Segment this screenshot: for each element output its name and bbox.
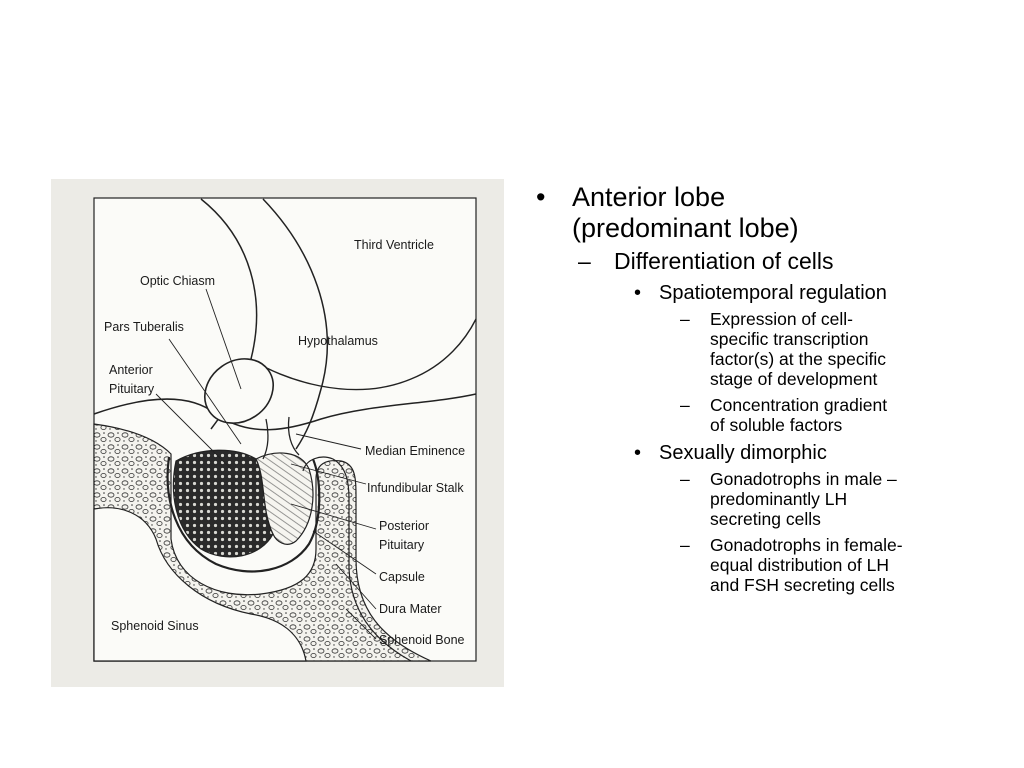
bullet-mark: • xyxy=(536,182,546,212)
bullet-text-line: Gonadotrophs in male – xyxy=(710,469,897,489)
dash-mark: – xyxy=(680,535,690,555)
bullet-text-line: Spatiotemporal regulation xyxy=(659,282,887,304)
label-infundibular-stalk: Infundibular Stalk xyxy=(367,481,464,495)
label-capsule: Capsule xyxy=(379,570,425,584)
label-optic-chiasm: Optic Chiasm xyxy=(140,274,216,288)
dash-mark: – xyxy=(680,469,690,489)
bullet-text-line: stage of development xyxy=(710,369,878,389)
bullet-text-line: Concentration gradient xyxy=(710,395,888,415)
bullet-text-line: of soluble factors xyxy=(710,415,843,435)
bullet-text-line: equal distribution of LH xyxy=(710,555,889,575)
pituitary-diagram xyxy=(51,179,504,687)
bullet-text-line: Sexually dimorphic xyxy=(659,442,827,464)
bullet-text-line: Differentiation of cells xyxy=(614,248,834,274)
label-dura-mater: Dura Mater xyxy=(379,602,442,616)
bullet-text-line: secreting cells xyxy=(710,509,821,529)
label-posterior-pituitary-line1: Posterior xyxy=(379,519,430,533)
dash-mark: – xyxy=(680,309,690,329)
bullet-mark: • xyxy=(634,442,642,464)
bullet-gonadotrophs-male xyxy=(680,469,975,529)
dash-mark: – xyxy=(578,248,591,274)
bullet-differentiation xyxy=(578,248,1008,275)
bullet-text-line: factor(s) at the specific xyxy=(710,349,887,369)
bullet-text-line: Expression of cell- xyxy=(710,309,853,329)
dash-mark: – xyxy=(680,395,690,415)
label-pars-tuberalis: Pars Tuberalis xyxy=(104,320,184,334)
bullet-text-line: Anterior lobe xyxy=(572,182,726,212)
bullet-text-line: (predominant lobe) xyxy=(572,213,799,243)
bullet-spatiotemporal xyxy=(634,281,1008,305)
bullet-list xyxy=(528,182,1008,601)
label-anterior-pituitary-line2: Pituitary xyxy=(109,382,155,396)
bullet-text-line: specific transcription xyxy=(710,329,869,349)
bullet-gonadotrophs-female xyxy=(680,535,975,595)
bullet-text-line: and FSH secreting cells xyxy=(710,575,895,595)
bullet-concentration-gradient xyxy=(680,395,975,435)
label-median-eminence: Median Eminence xyxy=(365,444,466,458)
bullet-text-line: Gonadotrophs in female- xyxy=(710,535,903,555)
label-posterior-pituitary-line2: Pituitary xyxy=(379,538,425,552)
label-sphenoid-bone: Sphenoid Bone xyxy=(379,633,465,647)
pituitary-anatomy-figure xyxy=(51,179,504,687)
bullet-expression xyxy=(680,309,975,389)
label-anterior-pituitary-line1: Anterior xyxy=(109,363,153,377)
bullet-sexually-dimorphic xyxy=(634,441,1008,465)
bullet-mark: • xyxy=(634,282,642,304)
label-third-ventricle: Third Ventricle xyxy=(354,238,434,252)
label-sphenoid-sinus: Sphenoid Sinus xyxy=(111,619,199,633)
bullet-text-line: predominantly LH xyxy=(710,489,848,509)
bullet-anterior-lobe xyxy=(536,182,1008,244)
label-hypothalamus: Hypothalamus xyxy=(298,334,378,348)
